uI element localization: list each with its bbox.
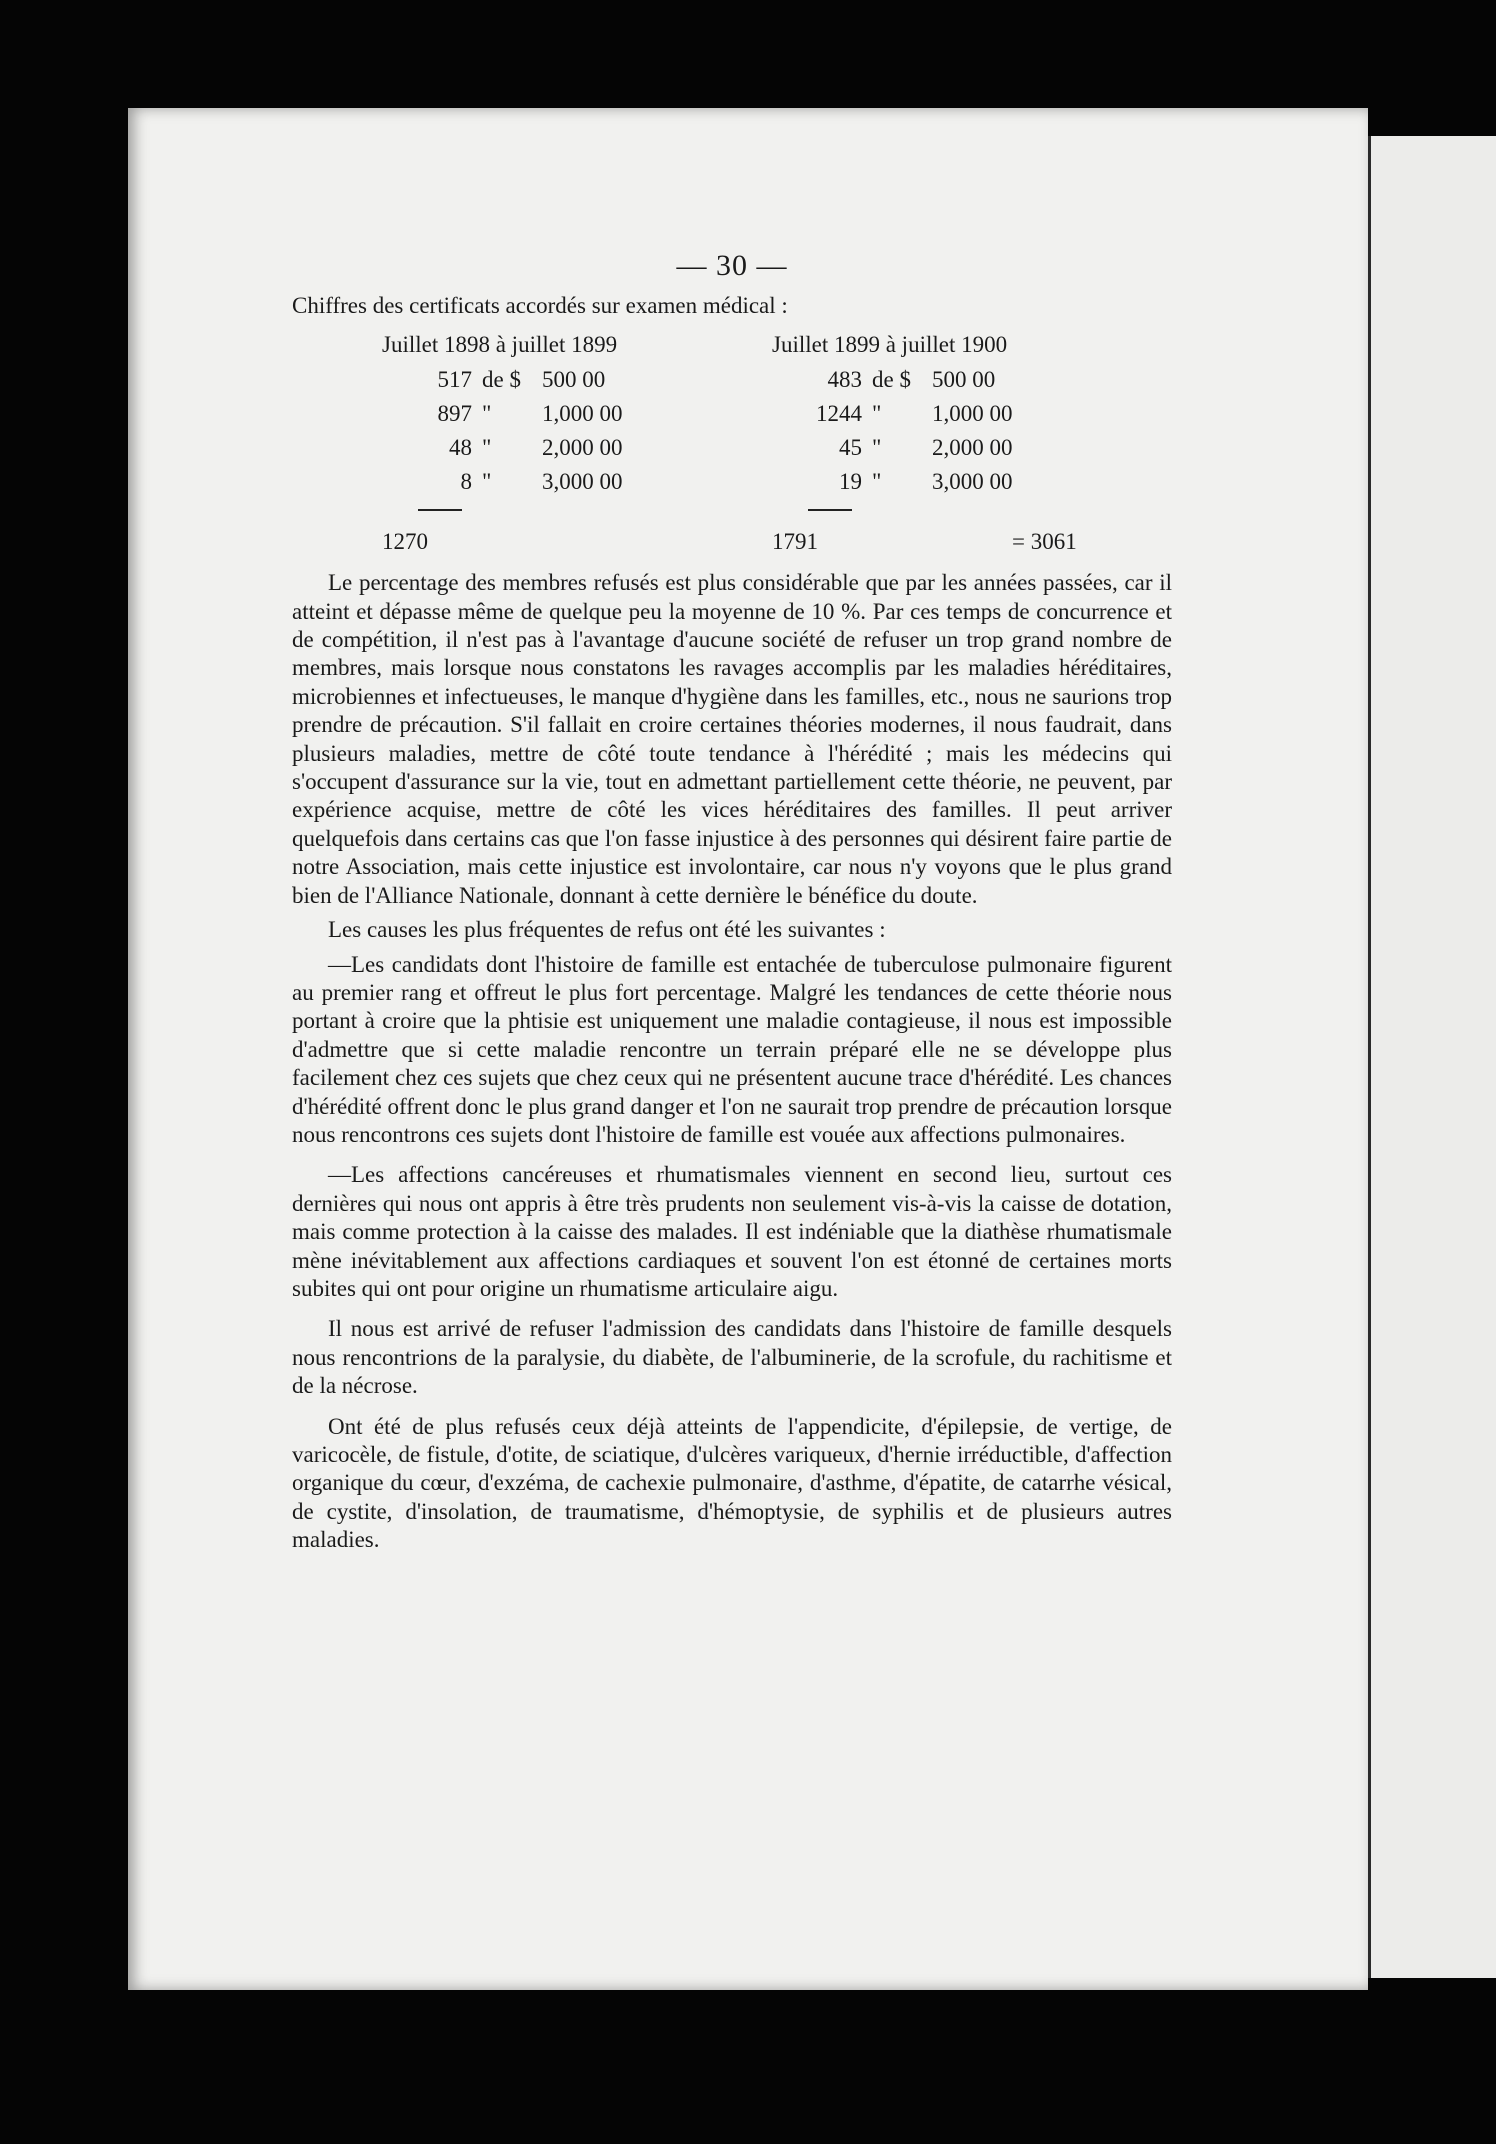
table-row	[382, 363, 722, 397]
row-count: 483	[827, 367, 862, 393]
certificates-tables	[292, 331, 1172, 557]
table-heading: Juillet 1898 à juillet 1899	[382, 331, 618, 357]
row-count: 45	[839, 435, 862, 461]
paragraph: Il nous est arrivé de refuser l'admission des candidats dans l'histoire de famille desquels nous rencontrions de la paralysie, du diabète, de l'albuminerie, de la scrofule, du rachitisme et de la nécrose.	[292, 1316, 1172, 1399]
spacer	[292, 1401, 1172, 1413]
spacer	[292, 1149, 1172, 1161]
intro-line: Chiffres des certificats accordés sur examen médical :	[292, 293, 788, 319]
spacer	[292, 1303, 1172, 1315]
sum-rule	[808, 509, 852, 511]
table-1899-1900	[772, 331, 1112, 557]
total-row	[772, 527, 1112, 557]
row-unit: "	[482, 435, 492, 461]
grand-total: = 3061	[1012, 529, 1077, 555]
paragraph: Les causes les plus fréquentes de refus ont été les suivantes :	[328, 917, 886, 943]
paragraph: —Les candidats dont l'histoire de famille est entachée de tuberculose pulmonaire figurent au premier rang et offreut le plus fort percentage. Malgré les tendances de cette théorie nous portant à croire que la phtisie est uniquement une maladie contagieuse, il nous est impossible d'admettre que si cette maladie rencontre un terrain préparé elle ne se développe plus facilement chez ces sujets que chez ceux qui ne présentent aucune trace d'hérédité. Les chances d'hérédité offrent donc le plus grand danger et l'on ne saurait trop prendre de précaution lorsque nous rencontrons ces sujets dont l'histoire de famille est vouée aux affections pulmonaires.	[292, 951, 1172, 1147]
row-count: 8	[460, 469, 472, 495]
paragraph: Ont été de plus refusés ceux déjà atteints de l'appendicite, d'épilepsie, de vertige, de varicocèle, de fistule, d'otite, de sciatique, d'ulcères variqueux, d'hernie irréductible, d'affection organique du cœur, d'exzéma, de cachexie pulmonaire, d'asthme, d'épatite, de catarrhe vésical, de cystite, d'insolation, de traumatisme, d'hémoptysie, de syphilis et de plusieurs autres maladies.	[292, 1413, 1172, 1553]
table-row	[382, 465, 722, 499]
table-total: 1791	[772, 529, 818, 555]
row-unit: "	[872, 469, 882, 495]
row-amount: 1,000 00	[542, 401, 623, 427]
paragraph: Le percentage des membres refusés est plus considérable que par les années passées, car il atteint et dépasse même de quelque peu la moyenne de 10 %. Par ces temps de concurrence et de compétition, il n'est pas à l'avantage d'aucune société de refuser un trop grand nombre de membres, mais lorsque nous constatons les ravages accomplis par les maladies héréditaires, microbiennes et infectueuses, le manque d'hygiène dans les familles, etc., nous ne saurions trop prendre de précaution. S'il fallait en croire certaines théories modernes, il nous faudrait, dans plusieurs maladies, mettre de côté toute tendance à l'hérédité ; mais les médecins qui s'occupent d'assurance sur la vie, tout en admettant partiellement cette théorie, ne peuvent, par expérience acquise, mettre de côté les vices héréditaires des familles. Il peut arriver quelquefois dans certains cas que l'on fasse injustice à des personnes qui désirent faire partie de notre Association, mais cette injustice est involontaire, car nous n'y voyons que le plus grand bien de l'Alliance Nationale, donnant à cette dernière le bénéfice du doute.	[292, 570, 1172, 908]
table-heading: Juillet 1899 à juillet 1900	[772, 331, 1008, 357]
row-count: 1244	[816, 401, 862, 427]
row-count: 19	[839, 469, 862, 495]
table-row	[772, 397, 1112, 431]
table-row	[772, 363, 1112, 397]
row-count: 48	[449, 435, 472, 461]
row-unit: de $	[872, 367, 911, 393]
row-unit: "	[872, 401, 882, 427]
paragraph: —Les affections cancéreuses et rhumatismales viennent en second lieu, surtout ces dernières qui nous ont appris à être très prudents non seulement vis-à-vis la caisse de dotation, mais comme protection à la caisse des malades. Il est indéniable que la diathèse rhumatismale mène inévitablement aux affections cardiaques et souvent l'on est étonné de certaines morts subites qui ont pour origine un rhumatisme articulaire aigu.	[292, 1162, 1172, 1301]
row-amount: 2,000 00	[542, 435, 623, 461]
row-unit: "	[872, 435, 882, 461]
row-amount: 3,000 00	[542, 469, 623, 495]
row-unit: "	[482, 401, 492, 427]
row-amount: 3,000 00	[932, 469, 1013, 495]
row-count: 517	[437, 367, 472, 393]
page-number: — 30 —	[676, 249, 788, 282]
row-unit: de $	[482, 367, 521, 393]
row-count: 897	[437, 401, 472, 427]
table-row	[382, 431, 722, 465]
page-content	[292, 249, 1172, 1555]
row-amount: 2,000 00	[932, 435, 1013, 461]
total-row	[382, 527, 722, 557]
row-amount: 500 00	[932, 367, 996, 393]
scanned-page	[128, 108, 1368, 1990]
table-row	[382, 397, 722, 431]
row-unit: "	[482, 469, 492, 495]
table-total: 1270	[382, 529, 428, 555]
sum-rule	[418, 509, 462, 511]
row-amount: 1,000 00	[932, 401, 1013, 427]
row-amount: 500 00	[542, 367, 606, 393]
table-row	[772, 431, 1112, 465]
table-row	[772, 465, 1112, 499]
spacer	[292, 557, 1172, 569]
adjacent-page-edge	[1368, 136, 1496, 1978]
table-1898-1899	[382, 331, 722, 557]
